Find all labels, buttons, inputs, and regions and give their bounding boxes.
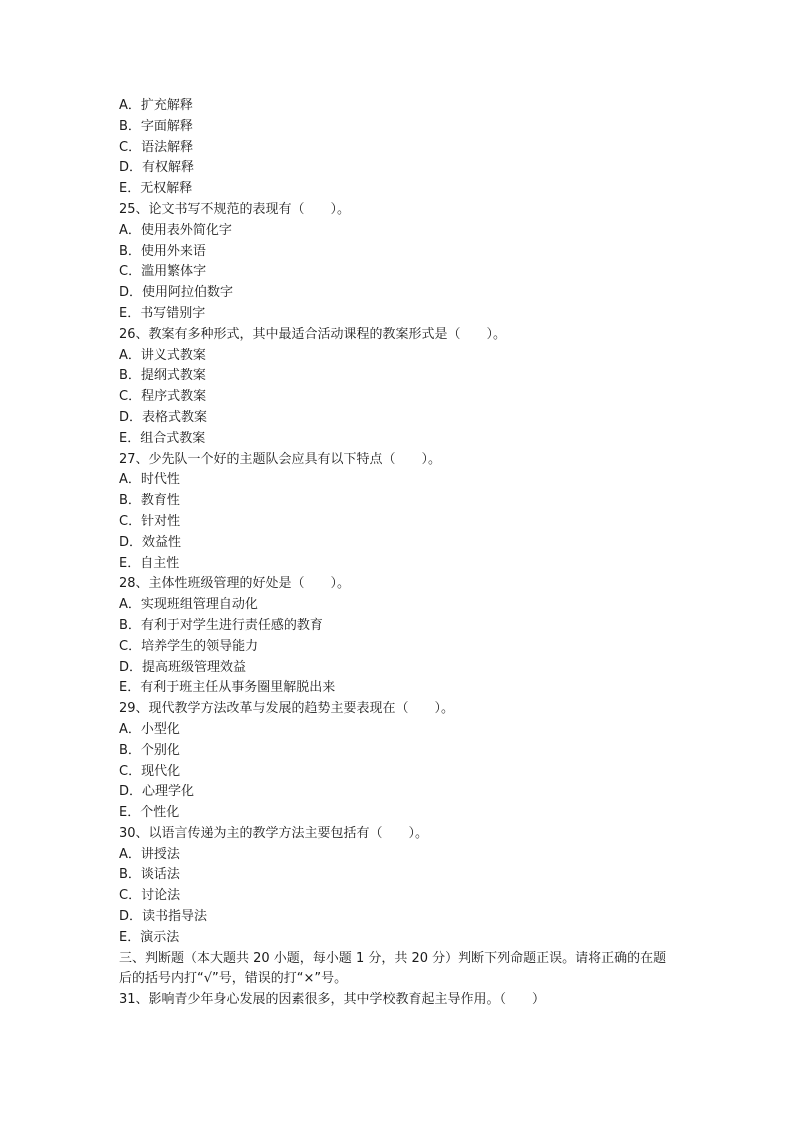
option-b: B．有利于对学生进行责任感的教育 [119, 617, 323, 633]
option-c: C．语法解释 [119, 139, 194, 155]
option-a: A．讲授法 [119, 846, 180, 862]
option-d: D．效益性 [119, 534, 182, 550]
question-29: 29、现代教学方法改革与发展的趋势主要表现在（ ）。 [119, 701, 455, 717]
option-d: D．读书指导法 [119, 909, 208, 925]
option-a: A．小型化 [119, 721, 180, 737]
option-b: B．字面解释 [119, 118, 193, 134]
option-e: E．有利于班主任从事务圈里解脱出来 [119, 680, 336, 696]
option-c: C．针对性 [119, 513, 181, 529]
question-25: 25、论文书写不规范的表现有（ ）。 [119, 201, 351, 217]
option-b: B．个别化 [119, 742, 180, 758]
question-27: 27、少先队一个好的主题队会应具有以下特点（ ）。 [119, 451, 442, 467]
option-a: A．实现班组管理自动化 [119, 597, 258, 613]
option-c: C．现代化 [119, 763, 181, 779]
option-d: D．提高班级管理效益 [119, 659, 247, 675]
question-30: 30、以语言传递为主的教学方法主要包括有（ ）。 [119, 825, 429, 841]
option-d: D．表格式教案 [119, 409, 208, 425]
question-31: 31、影响青少年身心发展的因素很多，其中学校教育起主导作用。（ ） [119, 992, 546, 1008]
option-e: E．书写错别字 [119, 305, 206, 321]
option-a: A．讲义式教案 [119, 347, 206, 363]
option-b: B．提纲式教案 [119, 368, 206, 384]
document-page [119, 96, 679, 1011]
option-e: E．无权解释 [119, 181, 193, 197]
option-c: C．讨论法 [119, 888, 181, 904]
option-e: E．个性化 [119, 805, 180, 821]
option-d: D．使用阿拉伯数字 [119, 285, 234, 301]
option-d: D．心理学化 [119, 784, 195, 800]
option-e: E．组合式教案 [119, 430, 206, 446]
option-c: C．程序式教案 [119, 389, 207, 405]
option-b: B．使用外来语 [119, 243, 206, 259]
question-28: 28、主体性班级管理的好处是（ ）。 [119, 576, 351, 592]
option-e: E．演示法 [119, 929, 180, 945]
option-d: D．有权解释 [119, 160, 195, 176]
option-a: A．扩充解释 [119, 98, 193, 113]
option-b: B．教育性 [119, 493, 180, 509]
section-heading-judgement: 三、判断题（本大题共 20 小题，每小题 1 分，共 20 分）判断下列命题正误。请将正确的在题后的括号内打“√”号，错误的打“×”号。 [119, 950, 667, 987]
option-c: C．滥用繁体字 [119, 264, 207, 280]
option-e: E．自主性 [119, 555, 180, 571]
option-a: A．使用表外简化字 [119, 222, 232, 238]
option-b: B．谈话法 [119, 867, 180, 883]
option-a: A．时代性 [119, 472, 180, 488]
option-c: C．培养学生的领导能力 [119, 638, 259, 654]
question-26: 26、教案有多种形式，其中最适合活动课程的教案形式是（ ）。 [119, 326, 507, 342]
